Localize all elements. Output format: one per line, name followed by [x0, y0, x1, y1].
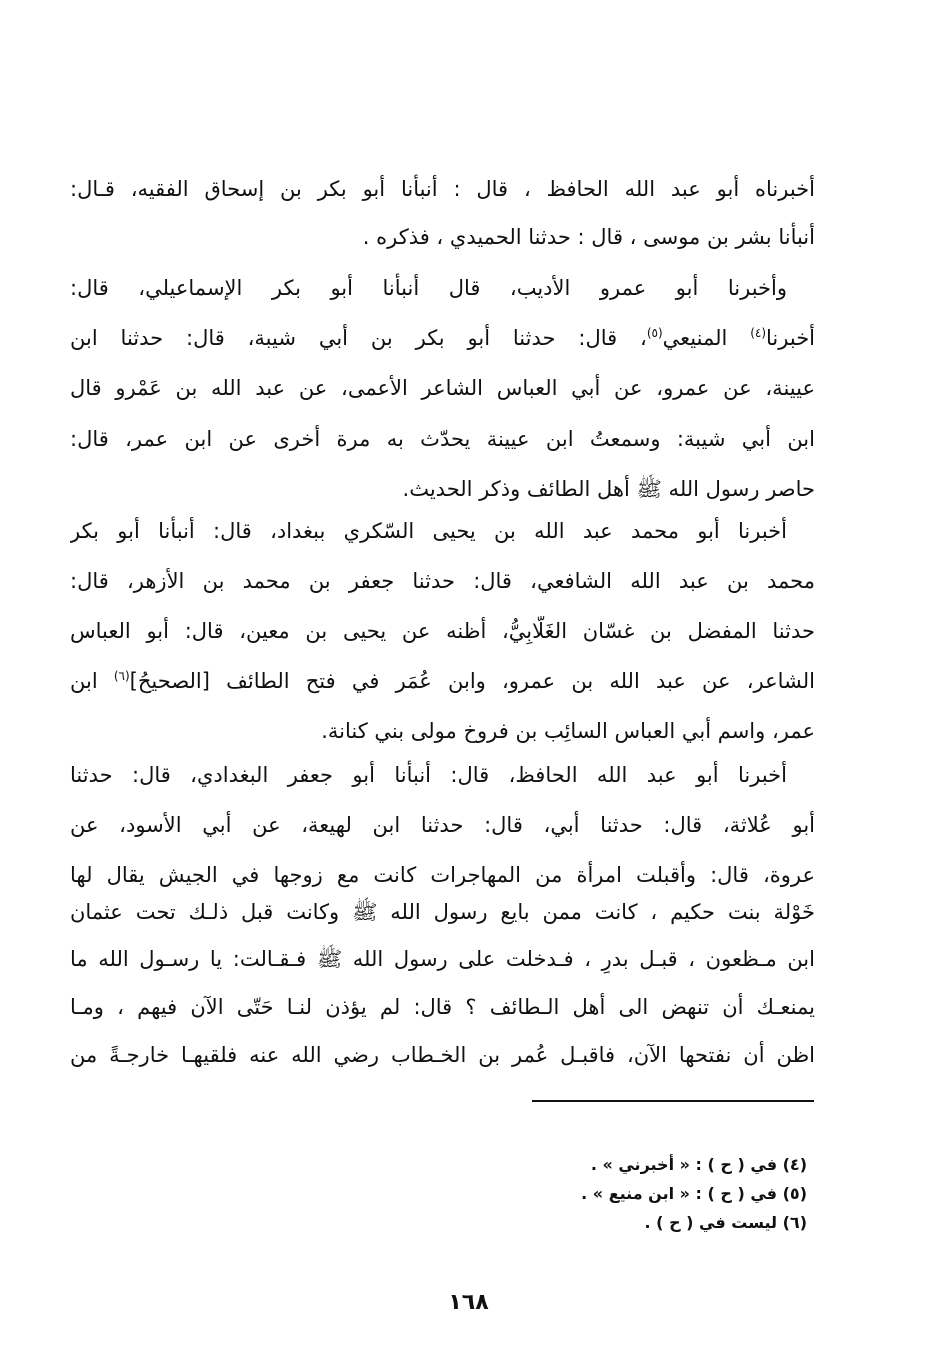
text-line-7: حاصر رسول الله ﷺ أهل الطائف وذكر الحديث.: [402, 477, 815, 501]
footnote-4: (٤) في ( ح ) : « أخبرني » .: [590, 1155, 807, 1174]
line-11-end: ابن: [70, 669, 114, 693]
text-line-3: وأخبرنا أبو عمرو الأديب، قال أنبأنا أبو بكر الإسماعيلي، قال:: [70, 276, 787, 300]
text-line-17: ابن مـظعون ، قبـل بدرٍ ، فـدخلت على رسول الله ﷺ فـقـالت: يا رسـول الله ما: [70, 947, 815, 971]
footnote-separator: [532, 1100, 814, 1102]
text-line-12: عمر، واسم أبي العباس السائِب بن فروخ مولى بني كنانة.: [321, 719, 815, 743]
line-4-start: أخبرنا: [766, 326, 815, 350]
text-line-2: أنبأنا بشر بن موسى ، قال : حدثنا الحميدي ، فذكره .: [362, 225, 815, 249]
text-line-15: عروة، قال: وأقبلت امرأة من المهاجرات كانت مع زوجها في الجيش يقال لها: [70, 863, 815, 887]
text-line-5: عيينة، عن عمرو، عن أبي العباس الشاعر الأعمى، عن عبد الله بن عَمْرو قال: [70, 376, 815, 400]
page-number: ١٦٨: [448, 1290, 489, 1315]
text-line-18: يمنعـك أن تنهض الى أهل الـطائف ؟ قال: لم يؤذن لنـا حَتّى الآن فيهم ، ومـا: [70, 995, 815, 1019]
text-line-4: [70, 323, 815, 353]
footnote-6: (٦) ليست في ( ح ) .: [644, 1213, 807, 1232]
text-line-9: محمد بن عبد الله الشافعي، قال: حدثنا جعفر بن محمد بن الأزهر، قال:: [70, 569, 815, 593]
text-line-8: أخبرنا أبو محمد عبد الله بن يحيى السّكري ببغداد، قال: أنبأنا أبو بكر: [70, 519, 787, 543]
text-line-19: اظن أن نفتحها الآن، فاقبـل عُمر بن الخـطاب رضي الله عنه فلقيهـا خارجـةً من: [70, 1043, 815, 1067]
text-line-6: ابن أبي شيبة: وسمعتُ ابن عيينة يحدّث به مرة أخرى عن ابن عمر، قال:: [70, 427, 815, 451]
text-line-16: خَوْلة بنت حكيم ، كانت ممن بايع رسول الله ﷺ وكانت قبل ذلـك تحت عثمان: [70, 900, 815, 924]
text-line-10: حدثنا المفضل بن غسّان الغَلَّابِيُّ، أظنه عن يحيى بن معين، قال: أبو العباس: [70, 619, 815, 643]
line-11-start: الشاعر، عن عبد الله بن عمرو، وابن عُمَر في فتح الطائف [الصحيحُ]: [129, 669, 815, 693]
text-line-14: أبو عُلاثة، قال: حدثنا أبي، قال: حدثنا ابن لهيعة، عن أبي الأسود، عن: [70, 813, 815, 837]
text-line-1: أخبرناه أبو عبد الله الحافظ ، قال : أنبأنا أبو بكر بن إسحاق الفقيه، قـال:: [70, 177, 815, 201]
footnote-ref-6: (٦): [113, 669, 130, 683]
footnote-5: (٥) في ( ح ) : « ابن منيع » .: [581, 1184, 807, 1203]
footnote-ref-5: (٥): [646, 326, 663, 340]
line-4-end: ، قال: حدثنا أبو بكر بن أبي شيبة، قال: حدثنا ابن: [70, 326, 647, 350]
text-line-11: [70, 666, 815, 696]
text-line-13: أخبرنا أبو عبد الله الحافظ، قال: أنبأنا أبو جعفر البغدادي، قال: حدثنا: [70, 763, 787, 787]
footnote-ref-4: (٤): [750, 326, 767, 340]
line-4-mid: المنيعي: [662, 326, 751, 350]
footnotes: [581, 1150, 807, 1237]
